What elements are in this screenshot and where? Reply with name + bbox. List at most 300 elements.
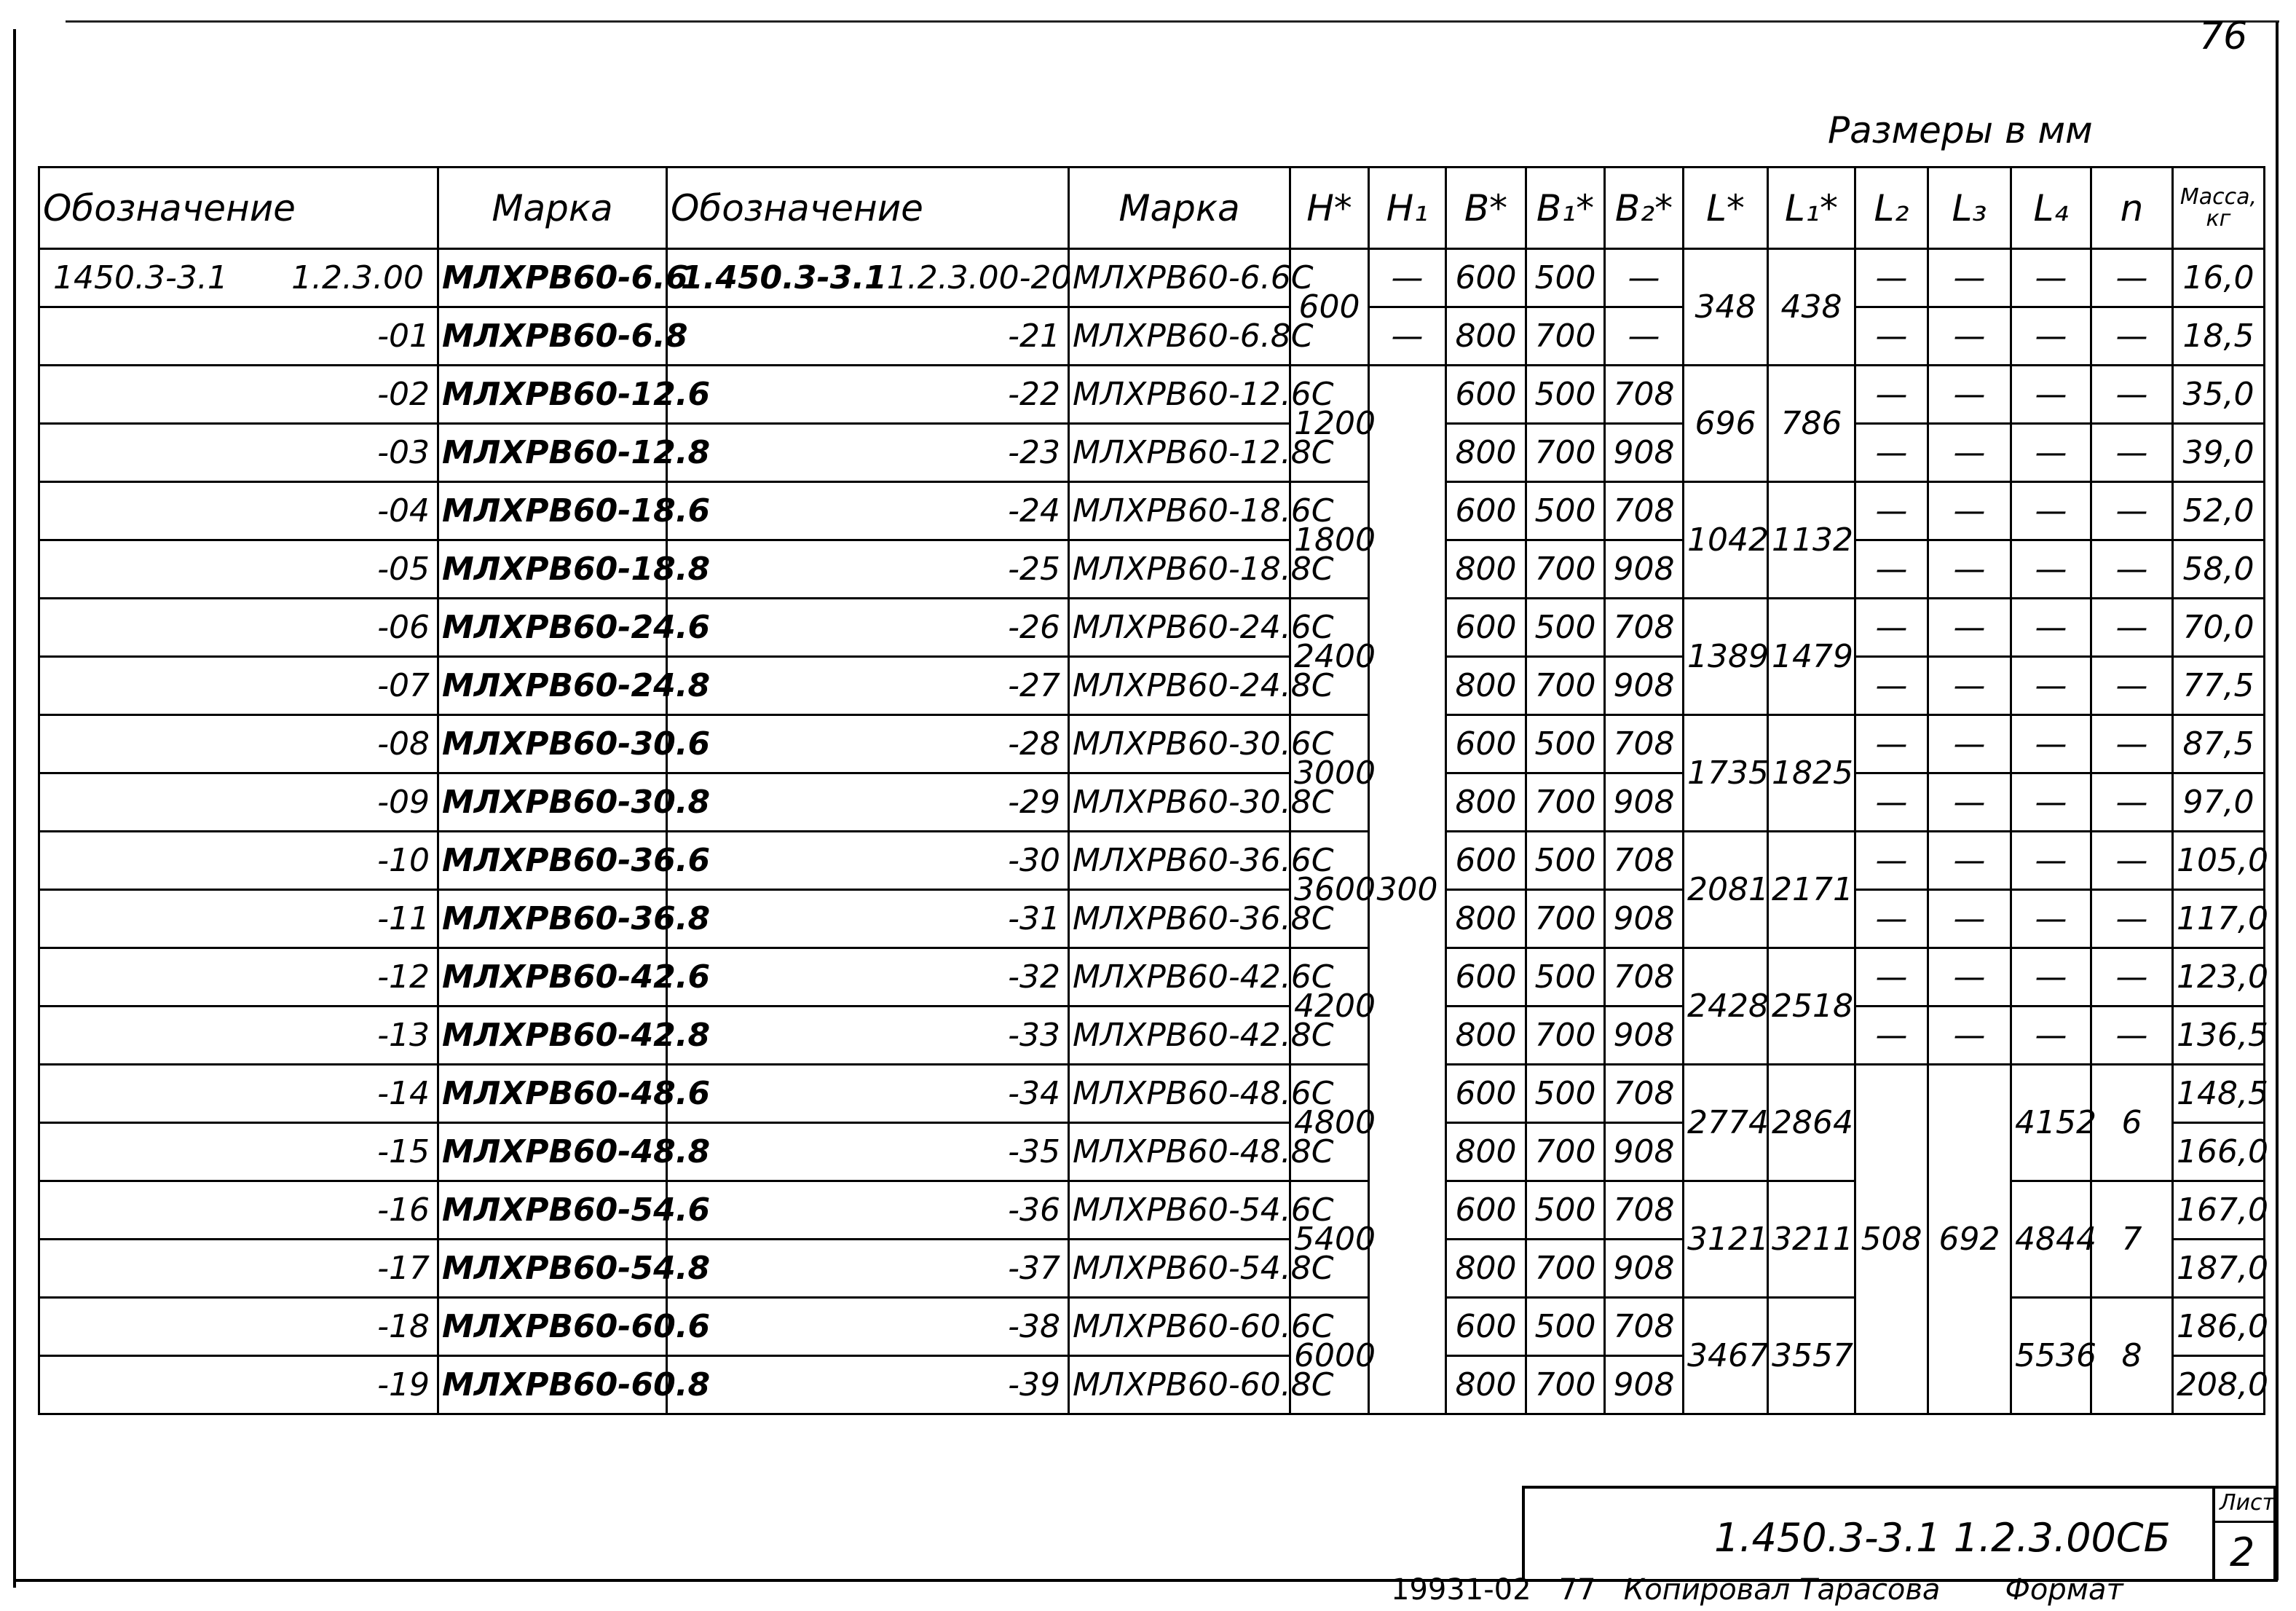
table-row (39, 540, 2265, 599)
B1-cell: 700 (1526, 424, 1605, 482)
L3-cell: — (1928, 599, 2011, 657)
B-cell: 800 (1446, 1007, 1526, 1065)
n-cell: 7 (2091, 1181, 2173, 1298)
mark-cell-2: МЛХРВ60-18.6С (1069, 482, 1290, 540)
mark-cell: МЛХРВ60-6.8 (438, 307, 667, 366)
designation-cell: -08 (39, 715, 438, 773)
L4-cell: — (2011, 366, 2091, 424)
header-L4: L₄ (2011, 168, 2091, 249)
mark-cell: МЛХРВ60-48.6 (438, 1065, 667, 1123)
H1-cell: — (1369, 307, 1446, 366)
L2-cell: — (1855, 832, 1928, 890)
B-cell: 800 (1446, 1240, 1526, 1298)
header-mark-1: Марка (438, 168, 667, 249)
H-cell: 3600 (1290, 832, 1369, 948)
L4-cell: — (2011, 948, 2091, 1007)
B2-cell: — (1605, 307, 1684, 366)
title-block (1522, 1486, 2276, 1580)
designation-cell: -15 (39, 1123, 438, 1181)
designation-cell-2: -31 (667, 890, 1069, 948)
mass-cell: 52,0 (2173, 482, 2265, 540)
designation-cell-2: -29 (667, 773, 1069, 832)
mark-cell-2: МЛХРВ60-48.8С (1069, 1123, 1290, 1181)
L1-cell: 2864 (1768, 1065, 1855, 1181)
designation-cell-2: -38 (667, 1298, 1069, 1356)
n-cell: 8 (2091, 1298, 2173, 1414)
B1-cell: 700 (1526, 1123, 1605, 1181)
mark-cell-2: МЛХРВ60-12.6С (1069, 366, 1290, 424)
B1-cell: 700 (1526, 1007, 1605, 1065)
designation-cell-2: -35 (667, 1123, 1069, 1181)
H-cell: 3000 (1290, 715, 1369, 832)
B2-cell: 908 (1605, 657, 1684, 715)
L1-cell: 438 (1768, 249, 1855, 366)
B-cell: 600 (1446, 366, 1526, 424)
mark-cell-2: МЛХРВ60-6.6С (1069, 249, 1290, 307)
B2-cell: 708 (1605, 482, 1684, 540)
mark-cell-2: МЛХРВ60-18.8С (1069, 540, 1290, 599)
B1-cell: 700 (1526, 890, 1605, 948)
L4-cell: — (2011, 832, 2091, 890)
mark-cell: МЛХРВ60-12.8 (438, 424, 667, 482)
B1-cell: 500 (1526, 599, 1605, 657)
mark-cell-2: МЛХРВ60-42.8С (1069, 1007, 1290, 1065)
designation-cell: -18 (39, 1298, 438, 1356)
n-cell: — (2091, 540, 2173, 599)
L1-cell: 1132 (1768, 482, 1855, 599)
B-cell: 600 (1446, 249, 1526, 307)
L4-cell: — (2011, 1007, 2091, 1065)
sheet-divider (2215, 1521, 2273, 1523)
designation-cell: -07 (39, 657, 438, 715)
mark-cell-2: МЛХРВ60-30.8С (1069, 773, 1290, 832)
L4-cell: 4844 (2011, 1181, 2091, 1298)
table-row (39, 482, 2265, 540)
header-row (39, 168, 2265, 249)
B2-cell: 708 (1605, 1298, 1684, 1356)
footer-note (1391, 1573, 2123, 1607)
mass-cell: 123,0 (2173, 948, 2265, 1007)
B1-cell: 500 (1526, 482, 1605, 540)
B-cell: 800 (1446, 540, 1526, 599)
designation-cell-2: -21 (667, 307, 1069, 366)
L3-cell: — (1928, 249, 2011, 307)
B1-cell: 700 (1526, 1356, 1605, 1414)
B2-cell: 908 (1605, 1123, 1684, 1181)
B-cell: 600 (1446, 715, 1526, 773)
B2-cell: 908 (1605, 1007, 1684, 1065)
B2-cell: 708 (1605, 599, 1684, 657)
header-designation-1: Обозначение (39, 168, 438, 249)
header-H1: H₁ (1369, 168, 1446, 249)
B-cell: 800 (1446, 1356, 1526, 1414)
B-cell: 800 (1446, 307, 1526, 366)
B1-cell: 700 (1526, 657, 1605, 715)
designation-cell: -19 (39, 1356, 438, 1414)
designation-cell: -01 (39, 307, 438, 366)
mass-cell: 77,5 (2173, 657, 2265, 715)
designation-cell: -13 (39, 1007, 438, 1065)
designation-cell-2: -22 (667, 366, 1069, 424)
B2-cell: 708 (1605, 715, 1684, 773)
B1-cell: 700 (1526, 773, 1605, 832)
mark-cell: МЛХРВ60-24.6 (438, 599, 667, 657)
B1-cell: 500 (1526, 1065, 1605, 1123)
mark-cell-2: МЛХРВ60-54.6С (1069, 1181, 1290, 1240)
designation-cell-2: -27 (667, 657, 1069, 715)
B2-cell: 708 (1605, 1065, 1684, 1123)
L1-cell: 2518 (1768, 948, 1855, 1065)
L3-cell: — (1928, 832, 2011, 890)
B1-cell: 700 (1526, 1240, 1605, 1298)
n-cell: — (2091, 715, 2173, 773)
L2-cell: — (1855, 366, 1928, 424)
header-H: H* (1290, 168, 1369, 249)
n-cell: — (2091, 307, 2173, 366)
B-cell: 800 (1446, 424, 1526, 482)
designation-series: 1450.3-3.1 (53, 259, 228, 296)
mark-cell-2: МЛХРВ60-24.6С (1069, 599, 1290, 657)
L2-cell: — (1855, 540, 1928, 599)
B1-cell: 500 (1526, 249, 1605, 307)
B2-cell: 708 (1605, 948, 1684, 1007)
n-cell: — (2091, 773, 2173, 832)
mark-cell-2: МЛХРВ60-60.8С (1069, 1356, 1290, 1414)
L4-cell: — (2011, 307, 2091, 366)
table-row (39, 832, 2265, 890)
L1-cell: 1825 (1768, 715, 1855, 832)
B2-cell: 908 (1605, 1240, 1684, 1298)
L2-cell: — (1855, 599, 1928, 657)
header-L3: L₃ (1928, 168, 2011, 249)
header-mark-2: Марка (1069, 168, 1290, 249)
L-cell: 2774 (1684, 1065, 1768, 1181)
B-cell: 600 (1446, 599, 1526, 657)
H-cell: 1800 (1290, 482, 1369, 599)
mass-cell: 58,0 (2173, 540, 2265, 599)
B2-cell: 908 (1605, 424, 1684, 482)
header-designation-2: Обозначение (667, 168, 1069, 249)
designation-cell: -11 (39, 890, 438, 948)
designation-cell: -02 (39, 366, 438, 424)
header-L2: L₂ (1855, 168, 1928, 249)
B1-cell: 500 (1526, 1181, 1605, 1240)
mark-cell-2: МЛХРВ60-54.8С (1069, 1240, 1290, 1298)
L2-cell: 508 (1855, 1065, 1928, 1414)
L1-cell: 3211 (1768, 1181, 1855, 1298)
B-cell: 800 (1446, 657, 1526, 715)
L1-cell: 3557 (1768, 1298, 1855, 1414)
units-note: Размеры в мм (1828, 109, 2093, 151)
designation-cell: -05 (39, 540, 438, 599)
L-cell: 1042 (1684, 482, 1768, 599)
L3-cell: 692 (1928, 1065, 2011, 1414)
L3-cell: — (1928, 773, 2011, 832)
H1-cell: — (1369, 249, 1446, 307)
L3-cell: — (1928, 657, 2011, 715)
mass-cell: 35,0 (2173, 366, 2265, 424)
L3-cell: — (1928, 424, 2011, 482)
mark-cell: МЛХРВ60-18.6 (438, 482, 667, 540)
L-cell: 2081 (1684, 832, 1768, 948)
mark-cell: МЛХРВ60-36.8 (438, 890, 667, 948)
n-cell: — (2091, 366, 2173, 424)
B-cell: 800 (1446, 1123, 1526, 1181)
designation-cell-2: -26 (667, 599, 1069, 657)
n-cell: — (2091, 832, 2173, 890)
sheet-label: Лист (2220, 1490, 2276, 1516)
L-cell: 2428 (1684, 948, 1768, 1065)
n-cell: — (2091, 1007, 2173, 1065)
H-cell: 4200 (1290, 948, 1369, 1065)
L3-cell: — (1928, 482, 2011, 540)
header-B: B* (1446, 168, 1526, 249)
H1-cell: 300 (1369, 366, 1446, 1414)
mark-cell: МЛХРВ60-18.8 (438, 540, 667, 599)
designation-code: 1.2.3.00 (291, 259, 424, 296)
L4-cell: — (2011, 599, 2091, 657)
L-cell: 1735 (1684, 715, 1768, 832)
L2-cell: — (1855, 715, 1928, 773)
header-B1: B₁* (1526, 168, 1605, 249)
frame-top-line (66, 20, 2279, 23)
B-cell: 600 (1446, 1065, 1526, 1123)
designation-cell: -12 (39, 948, 438, 1007)
designation-cell: -04 (39, 482, 438, 540)
L2-cell: — (1855, 1007, 1928, 1065)
H-cell: 5400 (1290, 1181, 1369, 1298)
designation-cell: -14 (39, 1065, 438, 1123)
designation-code-2: 1.2.3.00-20 (886, 259, 1072, 296)
L1-cell: 1479 (1768, 599, 1855, 715)
L2-cell: — (1855, 948, 1928, 1007)
B1-cell: 500 (1526, 948, 1605, 1007)
L-cell: 1389 (1684, 599, 1768, 715)
designation-cell-2: -36 (667, 1181, 1069, 1240)
designation-cell-2: -23 (667, 424, 1069, 482)
frame-left-line (13, 29, 16, 1588)
table-row (39, 948, 2265, 1007)
mass-cell: 39,0 (2173, 424, 2265, 482)
designation-cell: -09 (39, 773, 438, 832)
designation-cell-2: -24 (667, 482, 1069, 540)
designation-cell-2: -34 (667, 1065, 1069, 1123)
L2-cell: — (1855, 424, 1928, 482)
L3-cell: — (1928, 366, 2011, 424)
B-cell: 600 (1446, 1181, 1526, 1240)
L4-cell: — (2011, 657, 2091, 715)
B1-cell: 500 (1526, 366, 1605, 424)
designation-series-2: 1.450.3-3.1 (681, 259, 887, 296)
document-code: 1.450.3-3.1 1.2.3.00СБ (1714, 1515, 2171, 1561)
L3-cell: — (1928, 948, 2011, 1007)
n-cell: — (2091, 948, 2173, 1007)
mark-cell: МЛХРВ60-12.6 (438, 366, 667, 424)
mark-cell: МЛХРВ60-60.8 (438, 1356, 667, 1414)
mass-cell: 16,0 (2173, 249, 2265, 307)
mark-cell: МЛХРВ60-30.6 (438, 715, 667, 773)
mass-cell: 105,0 (2173, 832, 2265, 890)
mass-cell: 167,0 (2173, 1181, 2265, 1240)
H-cell: 600 (1290, 249, 1369, 366)
B2-cell: 708 (1605, 1181, 1684, 1240)
L3-cell: — (1928, 715, 2011, 773)
footer-order: 19931-02 (1391, 1573, 1531, 1607)
B2-cell: 908 (1605, 1356, 1684, 1414)
mark-cell-2: МЛХРВ60-12.8С (1069, 424, 1290, 482)
designation-cell: -10 (39, 832, 438, 890)
H-cell: 1200 (1290, 366, 1369, 482)
B-cell: 600 (1446, 482, 1526, 540)
B2-cell: 908 (1605, 540, 1684, 599)
B1-cell: 700 (1526, 307, 1605, 366)
table-row (39, 1065, 2265, 1123)
designation-cell: -17 (39, 1240, 438, 1298)
L2-cell: — (1855, 657, 1928, 715)
footer-copied: Копировал Тарасова (1623, 1573, 1941, 1607)
header-n: n (2091, 168, 2173, 249)
B1-cell: 500 (1526, 1298, 1605, 1356)
mark-cell-2: МЛХРВ60-42.6С (1069, 948, 1290, 1007)
L4-cell: 4152 (2011, 1065, 2091, 1181)
mark-cell-2: МЛХРВ60-60.6С (1069, 1298, 1290, 1356)
mass-cell: 136,5 (2173, 1007, 2265, 1065)
L4-cell: — (2011, 482, 2091, 540)
n-cell: — (2091, 599, 2173, 657)
mass-cell: 70,0 (2173, 599, 2265, 657)
L3-cell: — (1928, 890, 2011, 948)
L1-cell: 2171 (1768, 832, 1855, 948)
designation-cell (39, 249, 438, 307)
H-cell: 2400 (1290, 599, 1369, 715)
mark-cell: МЛХРВ60-54.8 (438, 1240, 667, 1298)
specification-table (38, 166, 2268, 1415)
designation-cell-2: -25 (667, 540, 1069, 599)
mark-cell: МЛХРВ60-42.8 (438, 1007, 667, 1065)
L3-cell: — (1928, 1007, 2011, 1065)
table-row (39, 773, 2265, 832)
mark-cell: МЛХРВ60-48.8 (438, 1123, 667, 1181)
designation-cell-2: -32 (667, 948, 1069, 1007)
B-cell: 600 (1446, 1298, 1526, 1356)
table-row (39, 1007, 2265, 1065)
mark-cell: МЛХРВ60-42.6 (438, 948, 667, 1007)
B2-cell: 908 (1605, 773, 1684, 832)
L3-cell: — (1928, 307, 2011, 366)
n-cell: — (2091, 890, 2173, 948)
sheet-box (2212, 1489, 2276, 1580)
mark-cell: МЛХРВ60-60.6 (438, 1298, 667, 1356)
table-row (39, 715, 2265, 773)
n-cell: 6 (2091, 1065, 2173, 1181)
mark-cell-2: МЛХРВ60-36.6С (1069, 832, 1290, 890)
designation-cell-2 (667, 249, 1072, 307)
mark-cell: МЛХРВ60-36.6 (438, 832, 667, 890)
B-cell: 600 (1446, 832, 1526, 890)
H-cell: 6000 (1290, 1298, 1369, 1414)
mass-cell: 18,5 (2173, 307, 2265, 366)
H-cell: 4800 (1290, 1065, 1369, 1181)
B2-cell: 708 (1605, 366, 1684, 424)
B2-cell: 908 (1605, 890, 1684, 948)
table-row (39, 890, 2265, 948)
L-cell: 3467 (1684, 1298, 1768, 1414)
designation-cell-2: -39 (667, 1356, 1069, 1414)
L4-cell: — (2011, 540, 2091, 599)
designation-cell-2: -37 (667, 1240, 1069, 1298)
header-B2: B₂* (1605, 168, 1684, 249)
table-row (39, 424, 2265, 482)
header-mass: Масса, кг (2173, 168, 2265, 249)
mark-cell: МЛХРВ60-24.8 (438, 657, 667, 715)
B1-cell: 500 (1526, 715, 1605, 773)
L4-cell: — (2011, 424, 2091, 482)
L-cell: 696 (1684, 366, 1768, 482)
L2-cell: — (1855, 249, 1928, 307)
B-cell: 600 (1446, 948, 1526, 1007)
designation-cell-2: -28 (667, 715, 1069, 773)
mark-cell-2: МЛХРВ60-6.8С (1069, 307, 1290, 366)
designation-cell-2: -33 (667, 1007, 1069, 1065)
mark-cell-2: МЛХРВ60-24.8С (1069, 657, 1290, 715)
mass-cell: 148,5 (2173, 1065, 2265, 1123)
L3-cell: — (1928, 540, 2011, 599)
designation-cell: -16 (39, 1181, 438, 1240)
L2-cell: — (1855, 773, 1928, 832)
page-number: 76 (2199, 15, 2248, 58)
table-row (39, 307, 2265, 366)
mark-cell-2: МЛХРВ60-30.6С (1069, 715, 1290, 773)
mass-cell: 87,5 (2173, 715, 2265, 773)
B1-cell: 700 (1526, 540, 1605, 599)
mass-cell: 187,0 (2173, 1240, 2265, 1298)
L-cell: 348 (1684, 249, 1768, 366)
table-row (39, 599, 2265, 657)
table-row (39, 366, 2265, 424)
n-cell: — (2091, 249, 2173, 307)
B-cell: 800 (1446, 890, 1526, 948)
mass-cell: 166,0 (2173, 1123, 2265, 1181)
sheet-number: 2 (2230, 1529, 2255, 1575)
B2-cell: — (1605, 249, 1684, 307)
L-cell: 3121 (1684, 1181, 1768, 1298)
L4-cell: — (2011, 715, 2091, 773)
n-cell: — (2091, 657, 2173, 715)
designation-cell-2: -30 (667, 832, 1069, 890)
frame-right-line (2276, 22, 2279, 1580)
mark-cell-2: МЛХРВ60-36.8С (1069, 890, 1290, 948)
L4-cell: — (2011, 890, 2091, 948)
L4-cell: — (2011, 249, 2091, 307)
L2-cell: — (1855, 482, 1928, 540)
header-L1: L₁* (1768, 168, 1855, 249)
L4-cell: 5536 (2011, 1298, 2091, 1414)
B1-cell: 500 (1526, 832, 1605, 890)
table-row (39, 657, 2265, 715)
mass-cell: 97,0 (2173, 773, 2265, 832)
mass-cell: 186,0 (2173, 1298, 2265, 1356)
L4-cell: — (2011, 773, 2091, 832)
mark-cell-2: МЛХРВ60-48.6С (1069, 1065, 1290, 1123)
header-L: L* (1684, 168, 1768, 249)
designation-cell: -03 (39, 424, 438, 482)
L1-cell: 786 (1768, 366, 1855, 482)
designation-cell: -06 (39, 599, 438, 657)
L2-cell: — (1855, 307, 1928, 366)
B2-cell: 708 (1605, 832, 1684, 890)
mass-cell: 117,0 (2173, 890, 2265, 948)
footer-num: 77 (1558, 1573, 1596, 1607)
